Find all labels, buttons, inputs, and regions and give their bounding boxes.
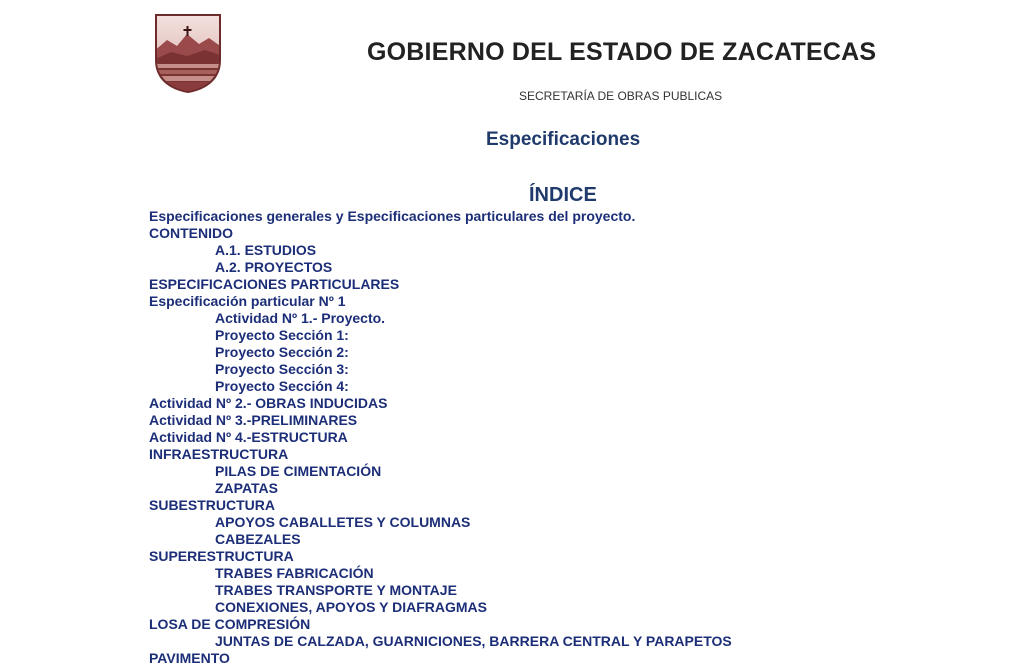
toc-entry: CONTENIDO	[149, 225, 233, 241]
state-shield-logo-icon	[153, 12, 223, 94]
toc-entry: Especificación particular Nº 1	[149, 293, 346, 309]
secretariat-subtitle: SECRETARÍA DE OBRAS PUBLICAS	[519, 89, 723, 103]
toc-entry: Actividad Nº 3.-PRELIMINARES	[149, 412, 358, 428]
toc-entry: SUBESTRUCTURA	[149, 497, 275, 513]
document-title: Especificaciones	[486, 129, 641, 150]
toc-entry: Proyecto Sección 3:	[215, 361, 349, 377]
toc-entry: CONEXIONES, APOYOS Y DIAFRAGMAS	[215, 599, 488, 615]
toc-entry: Especificaciones generales y Especificaciones particulares del proyecto.	[149, 208, 636, 224]
toc-entry: Actividad Nº 2.- OBRAS INDUCIDAS	[149, 395, 388, 411]
toc-entry: LOSA DE COMPRESIÓN	[149, 616, 311, 632]
toc-entry: SUPERESTRUCTURA	[149, 548, 294, 564]
toc-entry: JUNTAS DE CALZADA, GUARNICIONES, BARRERA CENTRAL Y PARAPETOS	[215, 633, 732, 649]
toc-entry: PAVIMENTO	[149, 650, 230, 666]
toc-entry: A.1. ESTUDIOS	[215, 242, 317, 258]
toc-entry: ESPECIFICACIONES PARTICULARES	[149, 276, 400, 292]
toc-entry: INFRAESTRUCTURA	[149, 446, 289, 462]
toc-entry: TRABES TRANSPORTE Y MONTAJE	[215, 582, 457, 598]
toc-entry: Proyecto Sección 4:	[215, 378, 349, 394]
toc-entry: CABEZALES	[215, 531, 301, 547]
toc-entry: Proyecto Sección 2:	[215, 344, 349, 360]
table-of-contents	[149, 208, 732, 667]
government-title: GOBIERNO DEL ESTADO DE ZACATECAS	[367, 38, 877, 66]
toc-entry: APOYOS CABALLETES Y COLUMNAS	[215, 514, 471, 530]
index-heading: ÍNDICE	[529, 184, 597, 206]
toc-entry: Actividad Nº 1.- Proyecto.	[215, 310, 386, 326]
toc-entry: Proyecto Sección 1:	[215, 327, 349, 343]
toc-entry: PILAS DE CIMENTACIÓN	[215, 463, 382, 479]
toc-entry: TRABES FABRICACIÓN	[215, 565, 374, 581]
toc-entry: A.2. PROYECTOS	[215, 259, 333, 275]
toc-entry: ZAPATAS	[215, 480, 278, 496]
toc-entry: Actividad Nº 4.-ESTRUCTURA	[149, 429, 348, 445]
